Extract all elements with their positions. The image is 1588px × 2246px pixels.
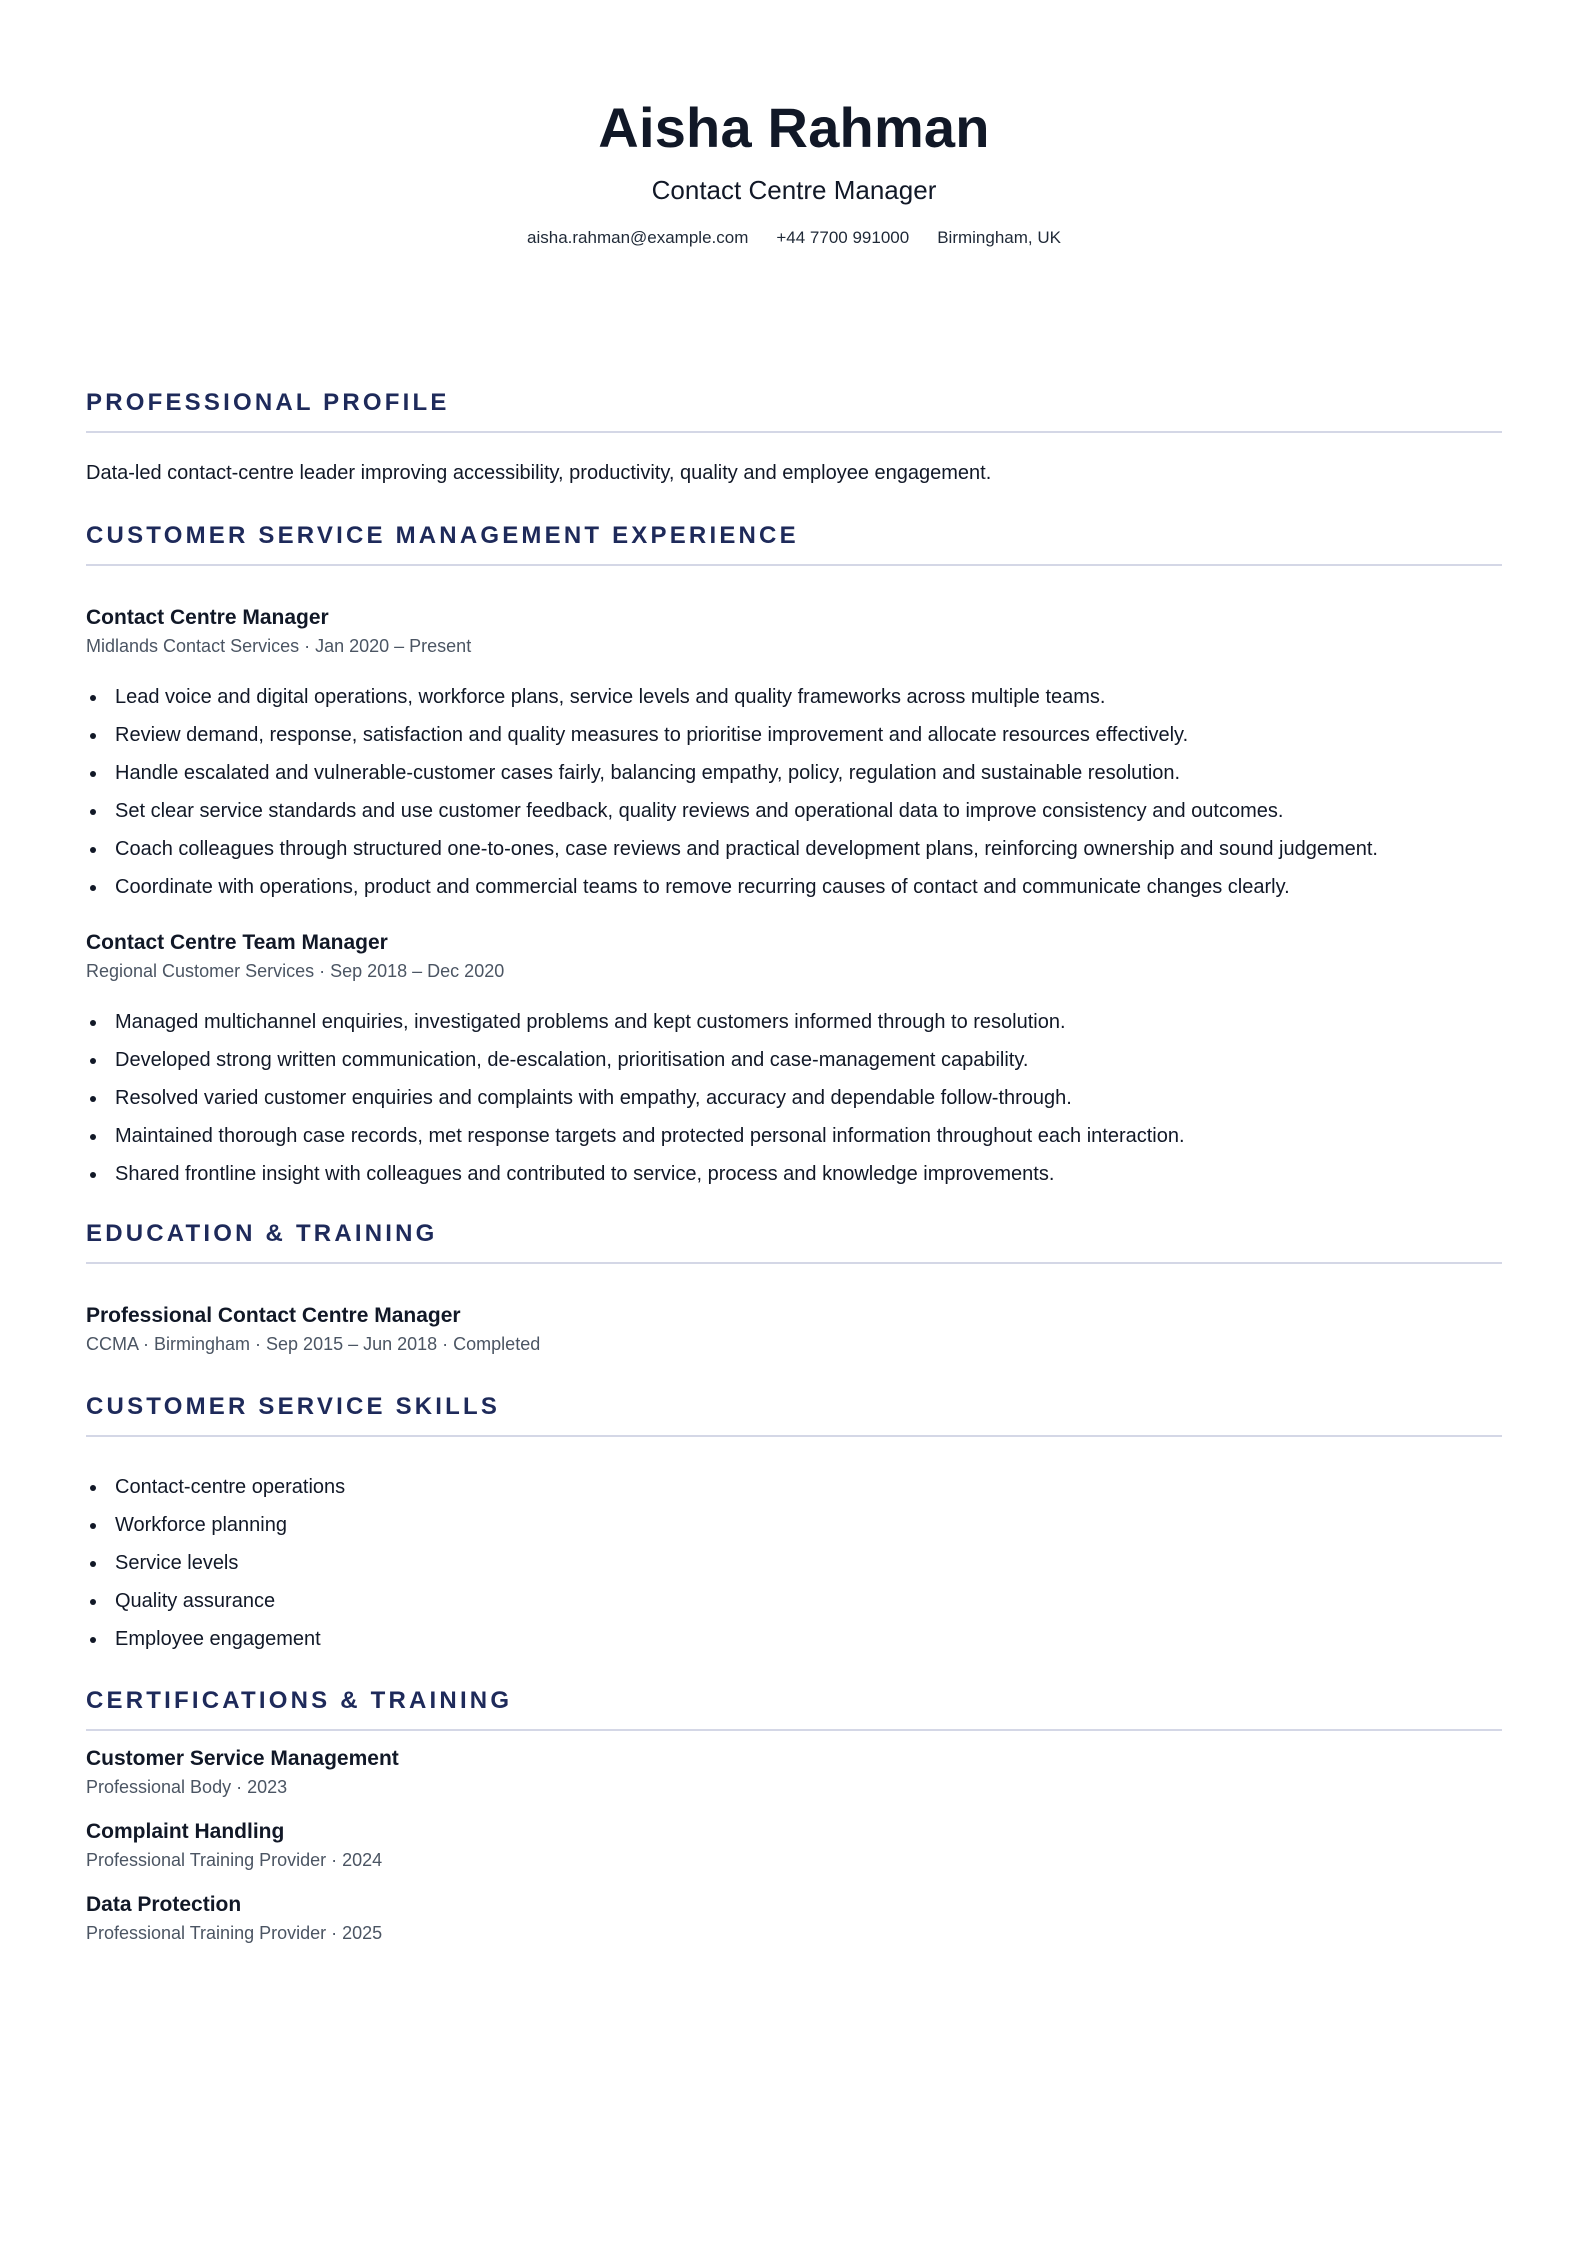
skill-item: Workforce planning bbox=[86, 1511, 1502, 1539]
certification-entry bbox=[86, 1891, 1502, 1946]
job-bullet: Resolved varied customer enquiries and complaints with empathy, accuracy and dependable follow-through. bbox=[86, 1084, 1502, 1112]
section-certifications bbox=[86, 1686, 1502, 1946]
job-bullet: Managed multichannel enquiries, investigated problems and kept customers informed through to resolution. bbox=[86, 1008, 1502, 1036]
skill-item: Service levels bbox=[86, 1549, 1502, 1577]
skills-list bbox=[86, 1473, 1502, 1653]
candidate-role: Contact Centre Manager bbox=[651, 175, 937, 205]
job-bullet: Review demand, response, satisfaction and quality measures to prioritise improvement and allocate resources effectively. bbox=[86, 721, 1502, 749]
contact-line bbox=[86, 226, 1502, 250]
certification-title: Complaint Handling bbox=[86, 1820, 285, 1843]
certification-entry bbox=[86, 1818, 1502, 1873]
job-bullet: Handle escalated and vulnerable-customer cases fairly, balancing empathy, policy, regulation and sustainable resolution. bbox=[86, 759, 1502, 787]
certification-meta: Professional Training Provider · 2025 bbox=[86, 1923, 383, 1943]
job-bullet: Shared frontline insight with colleagues and contributed to service, process and knowledge improvements. bbox=[86, 1160, 1502, 1188]
certification-entry bbox=[86, 1745, 1502, 1800]
job-bullet: Coach colleagues through structured one-to-ones, case reviews and practical development plans, reinforcing ownership and sound judgement. bbox=[86, 835, 1502, 863]
certification-title: Data Protection bbox=[86, 1893, 242, 1916]
job-title: Contact Centre Team Manager bbox=[86, 931, 388, 954]
certification-meta: Professional Training Provider · 2024 bbox=[86, 1850, 383, 1870]
education-entry bbox=[86, 1302, 1502, 1357]
job-meta: Midlands Contact Services · Jan 2020 – Present bbox=[86, 636, 472, 656]
section-divider bbox=[86, 431, 1502, 433]
job-entry bbox=[86, 929, 1502, 1198]
section-divider bbox=[86, 1262, 1502, 1264]
job-meta: Regional Customer Services · Sep 2018 – Dec 2020 bbox=[86, 961, 505, 981]
section-title-profile: PROFESSIONAL PROFILE bbox=[86, 389, 450, 416]
skill-item: Quality assurance bbox=[86, 1587, 1502, 1615]
skill-item: Contact-centre operations bbox=[86, 1473, 1502, 1501]
section-title-certifications: CERTIFICATIONS & TRAINING bbox=[86, 1687, 513, 1714]
job-bullet: Maintained thorough case records, met response targets and protected personal information throughout each interaction. bbox=[86, 1122, 1502, 1150]
contact-phone[interactable]: +44 7700 991000 bbox=[776, 228, 910, 247]
section-title-education: EDUCATION & TRAINING bbox=[86, 1220, 438, 1247]
job-bullet: Set clear service standards and use customer feedback, quality reviews and operational data to improve consistency and outcomes. bbox=[86, 797, 1502, 825]
job-title: Contact Centre Manager bbox=[86, 606, 329, 629]
section-divider bbox=[86, 1729, 1502, 1731]
job-bullet: Lead voice and digital operations, workforce plans, service levels and quality frameworks across multiple teams. bbox=[86, 683, 1502, 711]
education-title: Professional Contact Centre Manager bbox=[86, 1304, 461, 1327]
job-bullets bbox=[86, 683, 1502, 901]
section-divider bbox=[86, 1435, 1502, 1437]
section-title-skills: CUSTOMER SERVICE SKILLS bbox=[86, 1393, 501, 1420]
section-title-experience: CUSTOMER SERVICE MANAGEMENT EXPERIENCE bbox=[86, 522, 799, 549]
candidate-name: Aisha Rahman bbox=[598, 96, 990, 159]
contact-location: Birmingham, UK bbox=[937, 228, 1061, 247]
job-entry bbox=[86, 604, 1502, 901]
resume-header bbox=[86, 0, 1502, 250]
certification-title: Customer Service Management bbox=[86, 1747, 399, 1770]
job-bullets bbox=[86, 1008, 1502, 1188]
job-bullet: Coordinate with operations, product and commercial teams to remove recurring causes of contact and communicate changes clearly. bbox=[86, 873, 1502, 901]
contact-email[interactable]: aisha.rahman@example.com bbox=[527, 228, 749, 247]
section-education bbox=[86, 1219, 1502, 1357]
skill-item: Employee engagement bbox=[86, 1625, 1502, 1653]
certification-meta: Professional Body · 2023 bbox=[86, 1777, 288, 1797]
section-skills bbox=[86, 1392, 1502, 1663]
section-profile bbox=[86, 388, 1502, 487]
profile-summary: Data-led contact-centre leader improving accessibility, productivity, quality and employee engagement. bbox=[86, 462, 992, 484]
section-experience bbox=[86, 521, 1502, 911]
section-divider bbox=[86, 564, 1502, 566]
job-bullet: Developed strong written communication, de-escalation, prioritisation and case-management capability. bbox=[86, 1046, 1502, 1074]
education-meta: CCMA · Birmingham · Sep 2015 – Jun 2018 · Completed bbox=[86, 1334, 541, 1354]
